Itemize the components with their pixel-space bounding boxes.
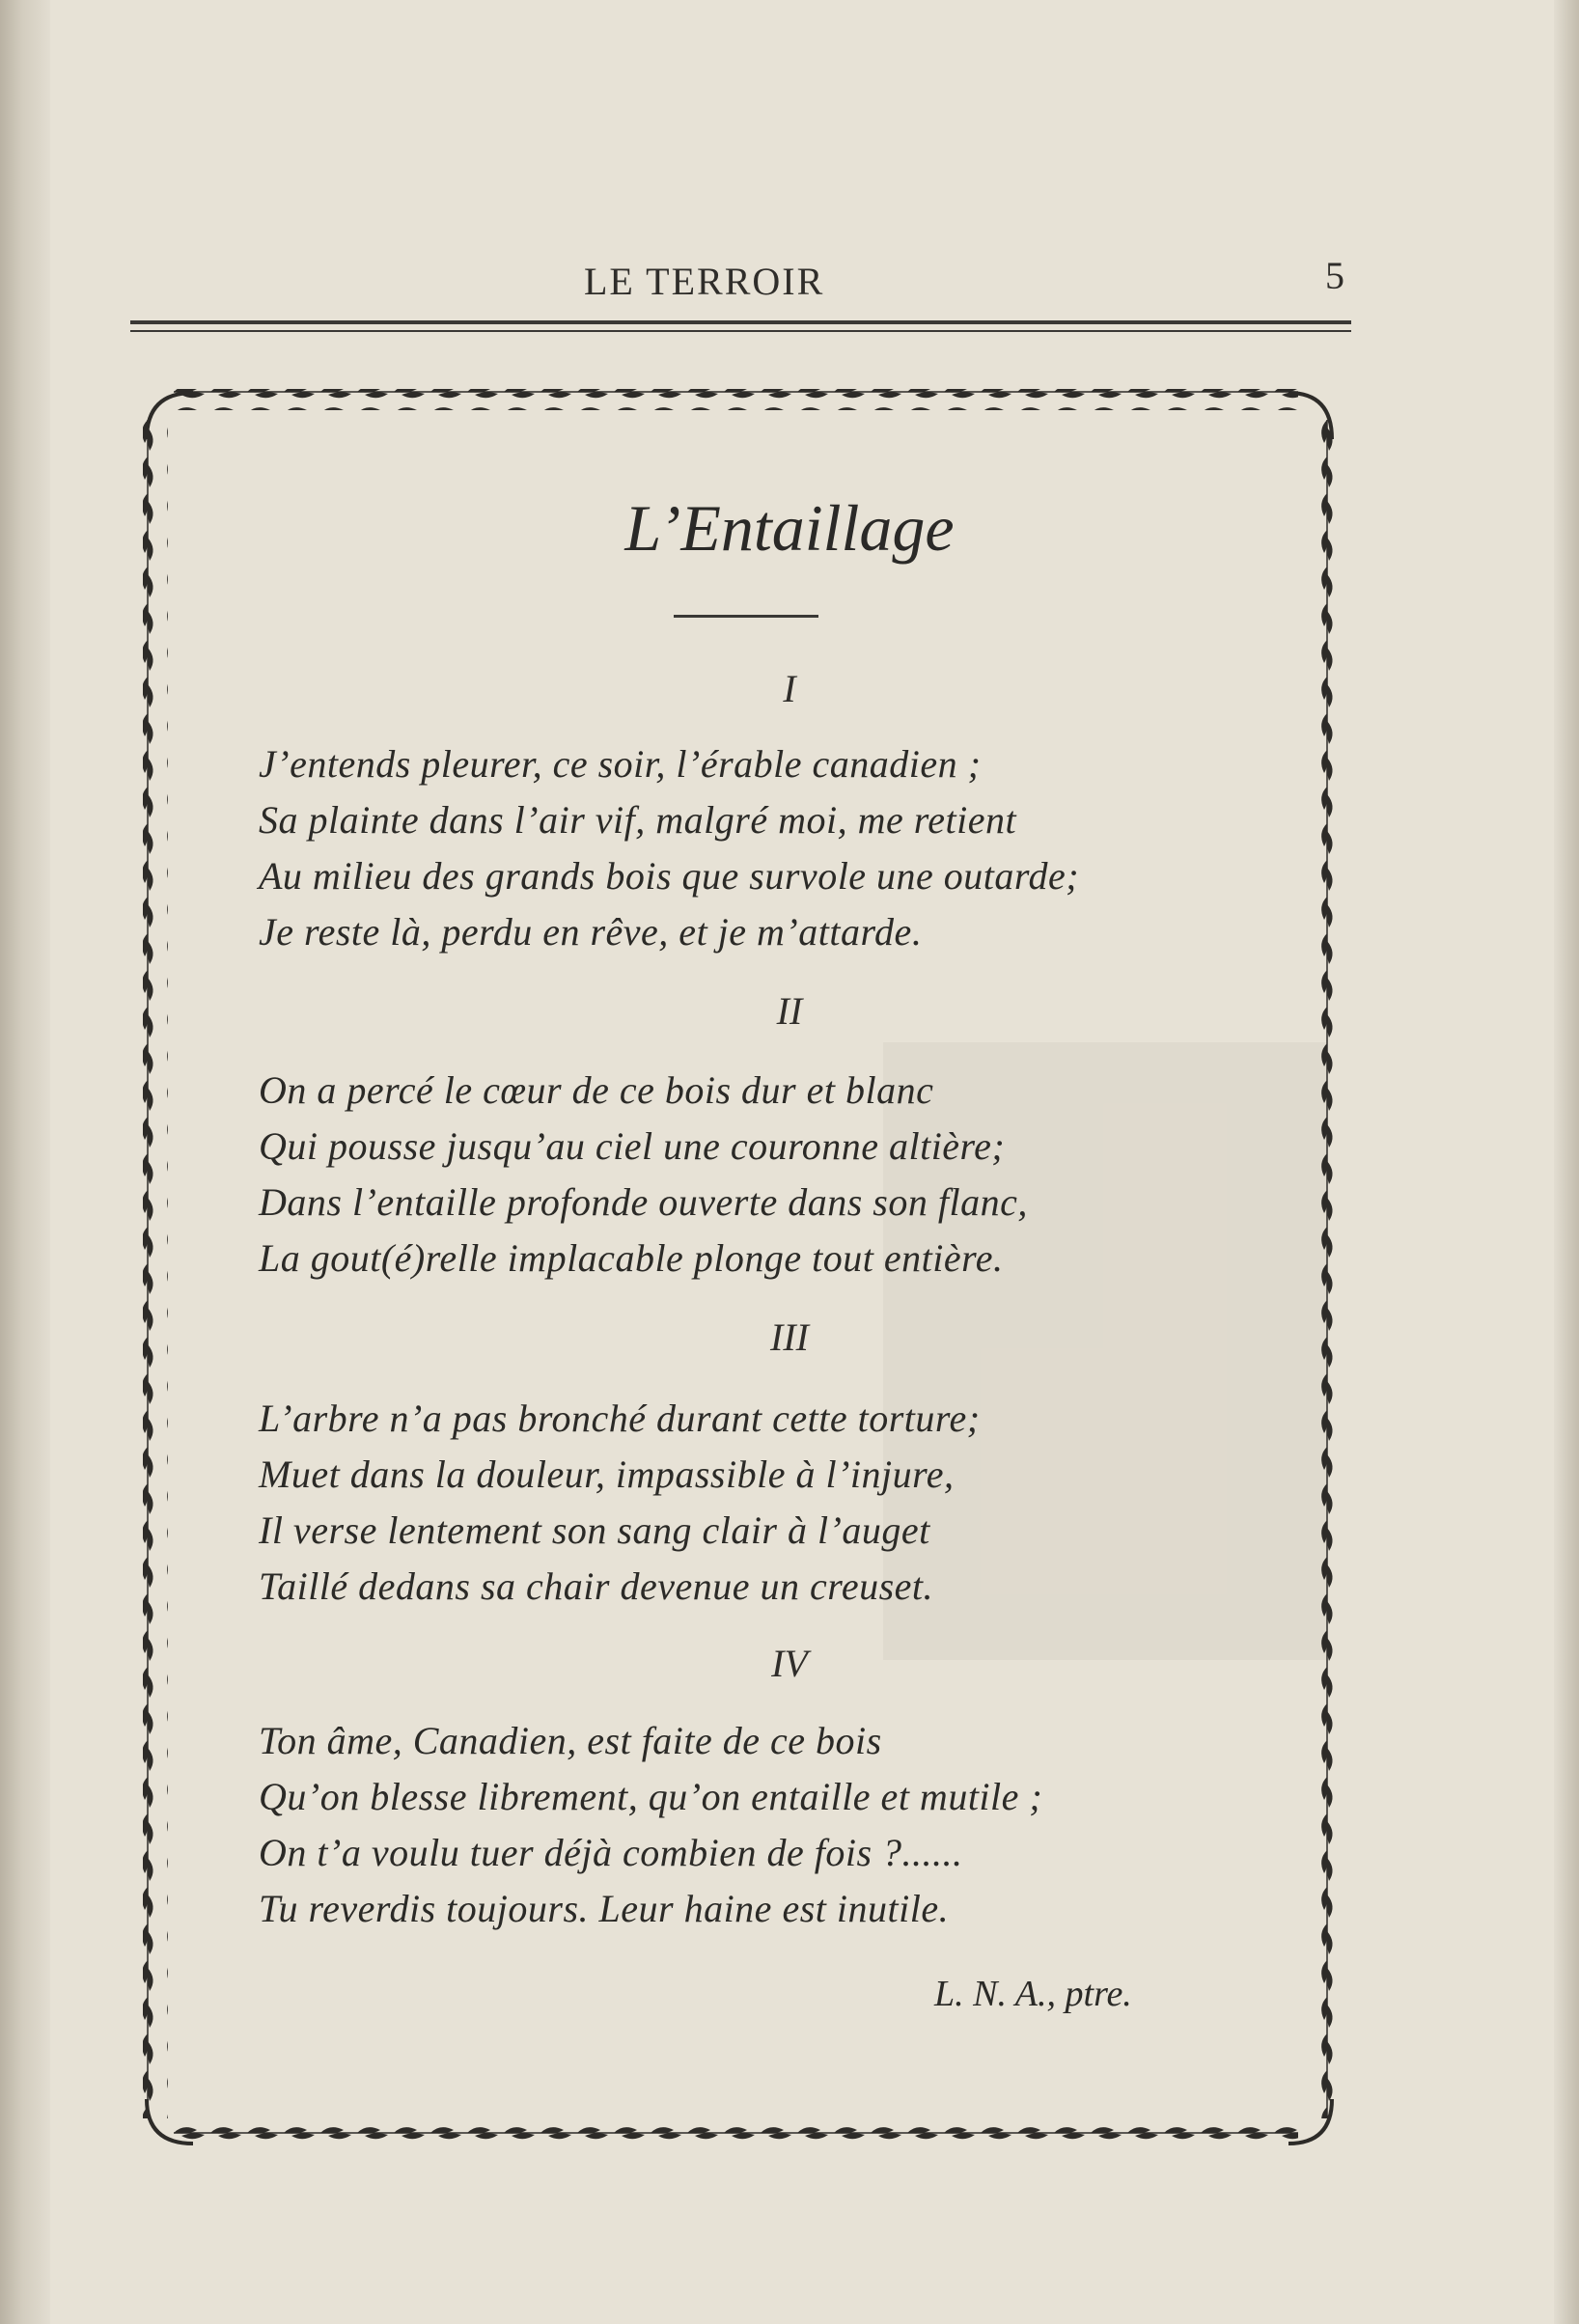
verse-line: Je reste là, perdu en rêve, et je m’attarde.	[259, 910, 923, 954]
header-rule-thin	[130, 330, 1351, 332]
verse-line: Au milieu des grands bois que survole une outarde;	[259, 854, 1080, 898]
book-gutter-shadow	[0, 0, 50, 2324]
running-title: LE TERROIR	[584, 260, 825, 303]
verse-line: Sa plainte dans l’air vif, malgré moi, me retient	[259, 798, 1017, 842]
verse-line: J’entends pleurer, ce soir, l’érable canadien ;	[259, 742, 982, 786]
verse-line: L’arbre n’a pas bronché durant cette torture;	[259, 1397, 981, 1440]
running-header	[130, 249, 1351, 307]
verse-line: Qui pousse jusqu’au ciel une couronne altière;	[259, 1124, 1006, 1168]
author-signature: L. N. A., ptre.	[934, 1974, 1132, 2014]
verse-line: Qu’on blesse librement, qu’on entaille et mutile ;	[259, 1775, 1043, 1818]
poem-title: L’Entaillage	[624, 491, 955, 565]
verse-line: Muet dans la douleur, impassible à l’injure,	[259, 1452, 955, 1496]
verse-line: Taillé dedans sa chair devenue un creuset.	[259, 1564, 934, 1608]
verse-line: On t’a voulu tuer déjà combien de fois ?......	[259, 1831, 963, 1874]
verse-line: La gout(é)relle implacable plonge tout entière.	[259, 1236, 1004, 1280]
verse-line: On a percé le cœur de ce bois dur et blanc	[259, 1068, 934, 1112]
page-edge	[1554, 0, 1579, 2324]
header-rule	[130, 320, 1351, 324]
stanza-numeral: III	[770, 1315, 809, 1359]
stanza-numeral: II	[776, 989, 803, 1033]
title-divider	[674, 615, 818, 618]
verse-line: Ton âme, Canadien, est faite de ce bois	[259, 1719, 882, 1762]
page-number: 5	[1325, 254, 1344, 297]
stanza-numeral: IV	[771, 1642, 808, 1685]
verse-line: Tu reverdis toujours. Leur haine est inutile.	[259, 1887, 950, 1930]
verse-line: Il verse lentement son sang clair à l’auget	[259, 1508, 930, 1552]
verse-line: Dans l’entaille profonde ouverte dans son flanc,	[259, 1180, 1028, 1224]
stanza-numeral: I	[783, 667, 796, 710]
